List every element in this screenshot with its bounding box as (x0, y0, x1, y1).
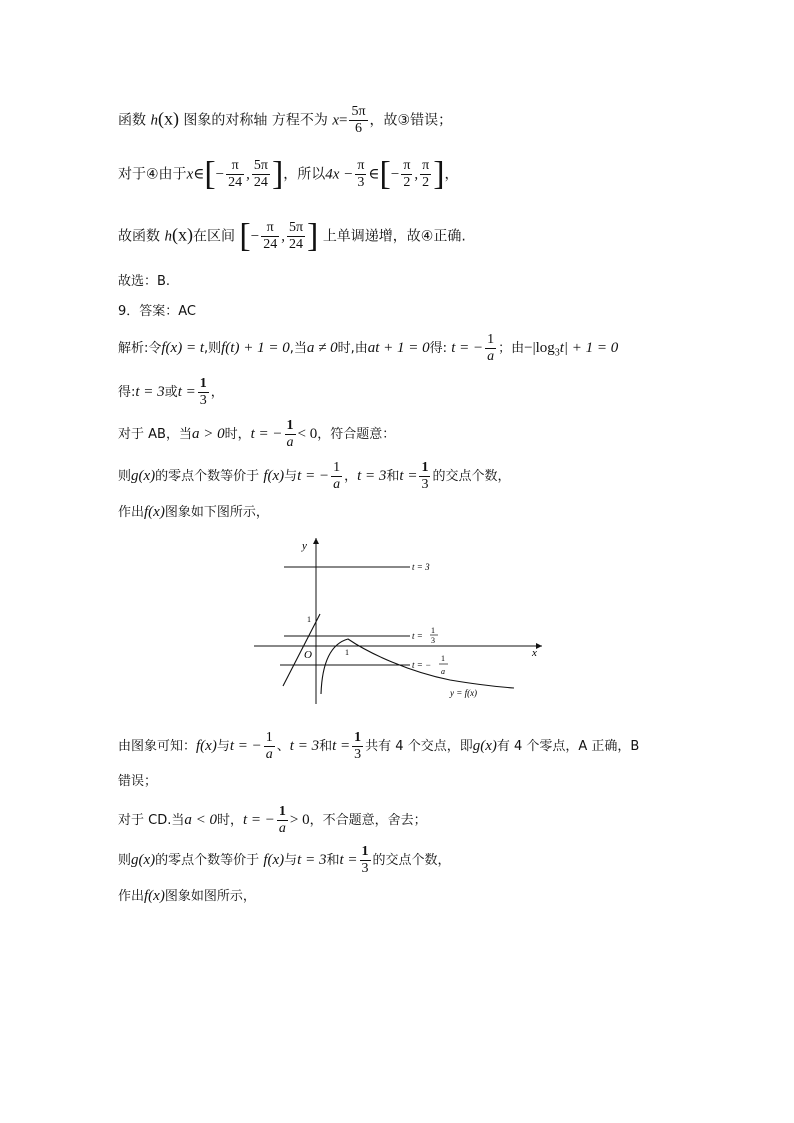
text: 共有 4 个交点，即 (365, 739, 473, 754)
line-conclusion-ab (118, 730, 639, 763)
text: 作出 (118, 889, 145, 904)
line-symmetry-axis (118, 104, 452, 137)
fraction: $\frac{1}{a}$ (265, 730, 273, 762)
text: 有 4 个零点，A 正确，B (496, 739, 640, 754)
line-zero-count-2 (118, 844, 451, 877)
math-paren-x: (x) (171, 224, 193, 245)
text: ，所以 (283, 166, 326, 183)
math: t = (399, 468, 418, 484)
text: 对于④由于 (118, 166, 187, 183)
math: t = − (243, 812, 275, 828)
math-h: h (164, 228, 172, 245)
text: 解析:令 (118, 341, 162, 356)
y-axis-label: y (302, 540, 307, 552)
math: t = (332, 738, 351, 754)
math: f(x) = t (161, 340, 204, 356)
math: > 0 (289, 812, 310, 828)
fraction: $\frac{5\pi}{6}$ (351, 104, 366, 136)
svg-text:t = −: t = − (412, 660, 432, 670)
math: t = 3 (297, 852, 327, 868)
math-paren-x: (x) (157, 108, 179, 129)
line-zero-count (118, 460, 510, 493)
label-t-neg-one-over-a (412, 654, 448, 676)
text: 故函数 (118, 228, 165, 245)
math-h: h (150, 112, 158, 129)
math: t = − (297, 468, 330, 484)
label-t-one-third (412, 626, 438, 645)
text: ， (344, 469, 358, 484)
text: ，故③错误； (369, 112, 453, 129)
text: 则 (118, 853, 132, 868)
line-monotonic: 故函数 h(x)在区间 [− $\frac{\pi}{24}$ , $\frac{5\pi}{24}$ ] 上单调递增，故④正确. (118, 217, 466, 255)
text: 得: (118, 385, 136, 400)
math: t = − (451, 340, 484, 356)
curve-label: y = f(x) (450, 688, 478, 698)
text: 对于 AB，当 (118, 427, 192, 442)
text: 的交点个数， (432, 469, 511, 484)
math: a < 0 (184, 812, 217, 828)
text: 图象如下图所示， (164, 505, 269, 520)
text: ；由 (498, 341, 525, 356)
math: f(x) (263, 852, 285, 868)
line-draw-graph-2 (118, 886, 256, 907)
svg-text:3: 3 (431, 636, 435, 645)
math: at + 1 = 0 (367, 340, 430, 356)
fraction: $\frac{1}{3}$ (361, 844, 369, 876)
line-draw-graph (118, 502, 269, 523)
math: a > 0 (191, 426, 225, 442)
fraction: $\frac{1}{a}$ (333, 460, 341, 492)
math: t = 3 (289, 738, 320, 754)
fraction: $\frac{\pi}{2}$ (403, 158, 411, 190)
text: 由图象可知： (118, 739, 197, 754)
text: 图象如图所示， (164, 889, 256, 904)
text: ， (444, 166, 459, 183)
text: 与 (284, 853, 298, 868)
text: ， (210, 385, 224, 400)
math-x: x (332, 112, 339, 129)
text: 得: (429, 341, 448, 356)
svg-text:t =: t = (412, 631, 423, 641)
fraction: $\frac{1}{a}$ (278, 804, 286, 836)
text: 和 (386, 469, 400, 484)
svg-text:a: a (441, 667, 445, 676)
math: −|log (524, 340, 555, 356)
curve-left-branch (283, 614, 320, 686)
math: g(x) (472, 738, 497, 754)
text: 与 (216, 739, 230, 754)
text: 则 (118, 469, 132, 484)
text: 图象的对称轴 方程不为 (183, 112, 328, 129)
math: g(x) (131, 852, 156, 868)
math: < 0 (297, 426, 318, 442)
math: f(x) (196, 738, 217, 754)
fraction: $\frac{1}{3}$ (421, 460, 429, 492)
math-in: ∈ (368, 166, 380, 183)
math: t = 3 (135, 384, 165, 400)
text: 时， (224, 427, 251, 442)
text: ,当 (289, 341, 307, 356)
line-choice: 故选：B. (118, 274, 171, 289)
fraction: $\frac{1}{a}$ (286, 418, 294, 450)
text: 的交点个数， (372, 853, 451, 868)
origin-label: O (304, 649, 312, 661)
text: ，不合题意，舍去； (309, 813, 427, 828)
text: 函数 (118, 112, 151, 129)
fraction: $\frac{5\pi}{24}$ (288, 220, 304, 252)
text: 的零点个数等价于 (155, 853, 260, 868)
line-interval-4: 对于④由于x∈[− $\frac{\pi}{24}$ , $\frac{5\pi}{24}$ ]，所以4x − $\frac{\pi}{3}$ ∈[− $\frac{\pi}{2}$ , $\frac{\pi}{2}$ ]， (118, 155, 459, 193)
text: ,则 (204, 341, 222, 356)
math: t = (339, 852, 358, 868)
math: f(x) (144, 504, 165, 520)
text: 或 (164, 385, 178, 400)
label-t-3: t = 3 (412, 562, 430, 572)
function-graph-figure (250, 532, 550, 708)
text: 和 (319, 739, 333, 754)
fraction: $\frac{\pi}{24}$ (263, 220, 278, 252)
math: f(x) (144, 888, 165, 904)
fraction: $\frac{1}{3}$ (199, 376, 207, 408)
math: t = 3 (357, 468, 387, 484)
text: 和 (326, 853, 340, 868)
fraction: $\frac{\pi}{24}$ (228, 158, 243, 190)
math-x: x (186, 166, 194, 183)
text: 对于 CD.当 (118, 813, 185, 828)
line-analysis (118, 332, 618, 365)
text: 、 (276, 739, 290, 754)
text: 在区间 (192, 228, 235, 245)
math: t = (177, 384, 196, 400)
math: f(x) (263, 468, 285, 484)
text: 的零点个数等价于 (155, 469, 260, 484)
line-answer: 9．答案：AC (118, 304, 197, 319)
fraction: $\frac{1}{3}$ (354, 730, 362, 762)
tick-label-y-1: 1 (307, 615, 311, 624)
text: 时， (216, 813, 243, 828)
svg-text:1: 1 (431, 626, 435, 635)
text: ，符合题意： (317, 427, 396, 442)
text: 上单调递增，故④正确. (322, 228, 466, 245)
math: f(t) + 1 = 0 (221, 340, 290, 356)
math: t| + 1 = 0 (559, 340, 619, 356)
fraction: $\frac{1}{a}$ (487, 332, 495, 364)
math: t = − (229, 738, 262, 754)
line-wrong: 错误； (118, 774, 158, 789)
svg-text:1: 1 (441, 654, 445, 663)
line-case-cd (118, 804, 427, 837)
math: g(x) (131, 468, 156, 484)
fraction: $\frac{\pi}{2}$ (422, 158, 430, 190)
x-axis-label: x (532, 647, 537, 659)
math-eq: = (338, 112, 348, 129)
line-case-ab (118, 418, 395, 451)
math: t = − (250, 426, 283, 442)
fraction: $\frac{\pi}{3}$ (357, 158, 365, 190)
math-in: ∈ (193, 166, 205, 183)
math-4x: 4x − (325, 166, 354, 183)
math: a ≠ 0 (306, 340, 338, 356)
tick-label-x-1: 1 (345, 648, 349, 657)
line-get-t (118, 376, 224, 409)
text: 作出 (118, 505, 145, 520)
text: 与 (284, 469, 298, 484)
fraction: $\frac{5\pi}{24}$ (253, 158, 268, 190)
text: 时,由 (337, 341, 368, 356)
math-sub: 3 (554, 347, 560, 359)
